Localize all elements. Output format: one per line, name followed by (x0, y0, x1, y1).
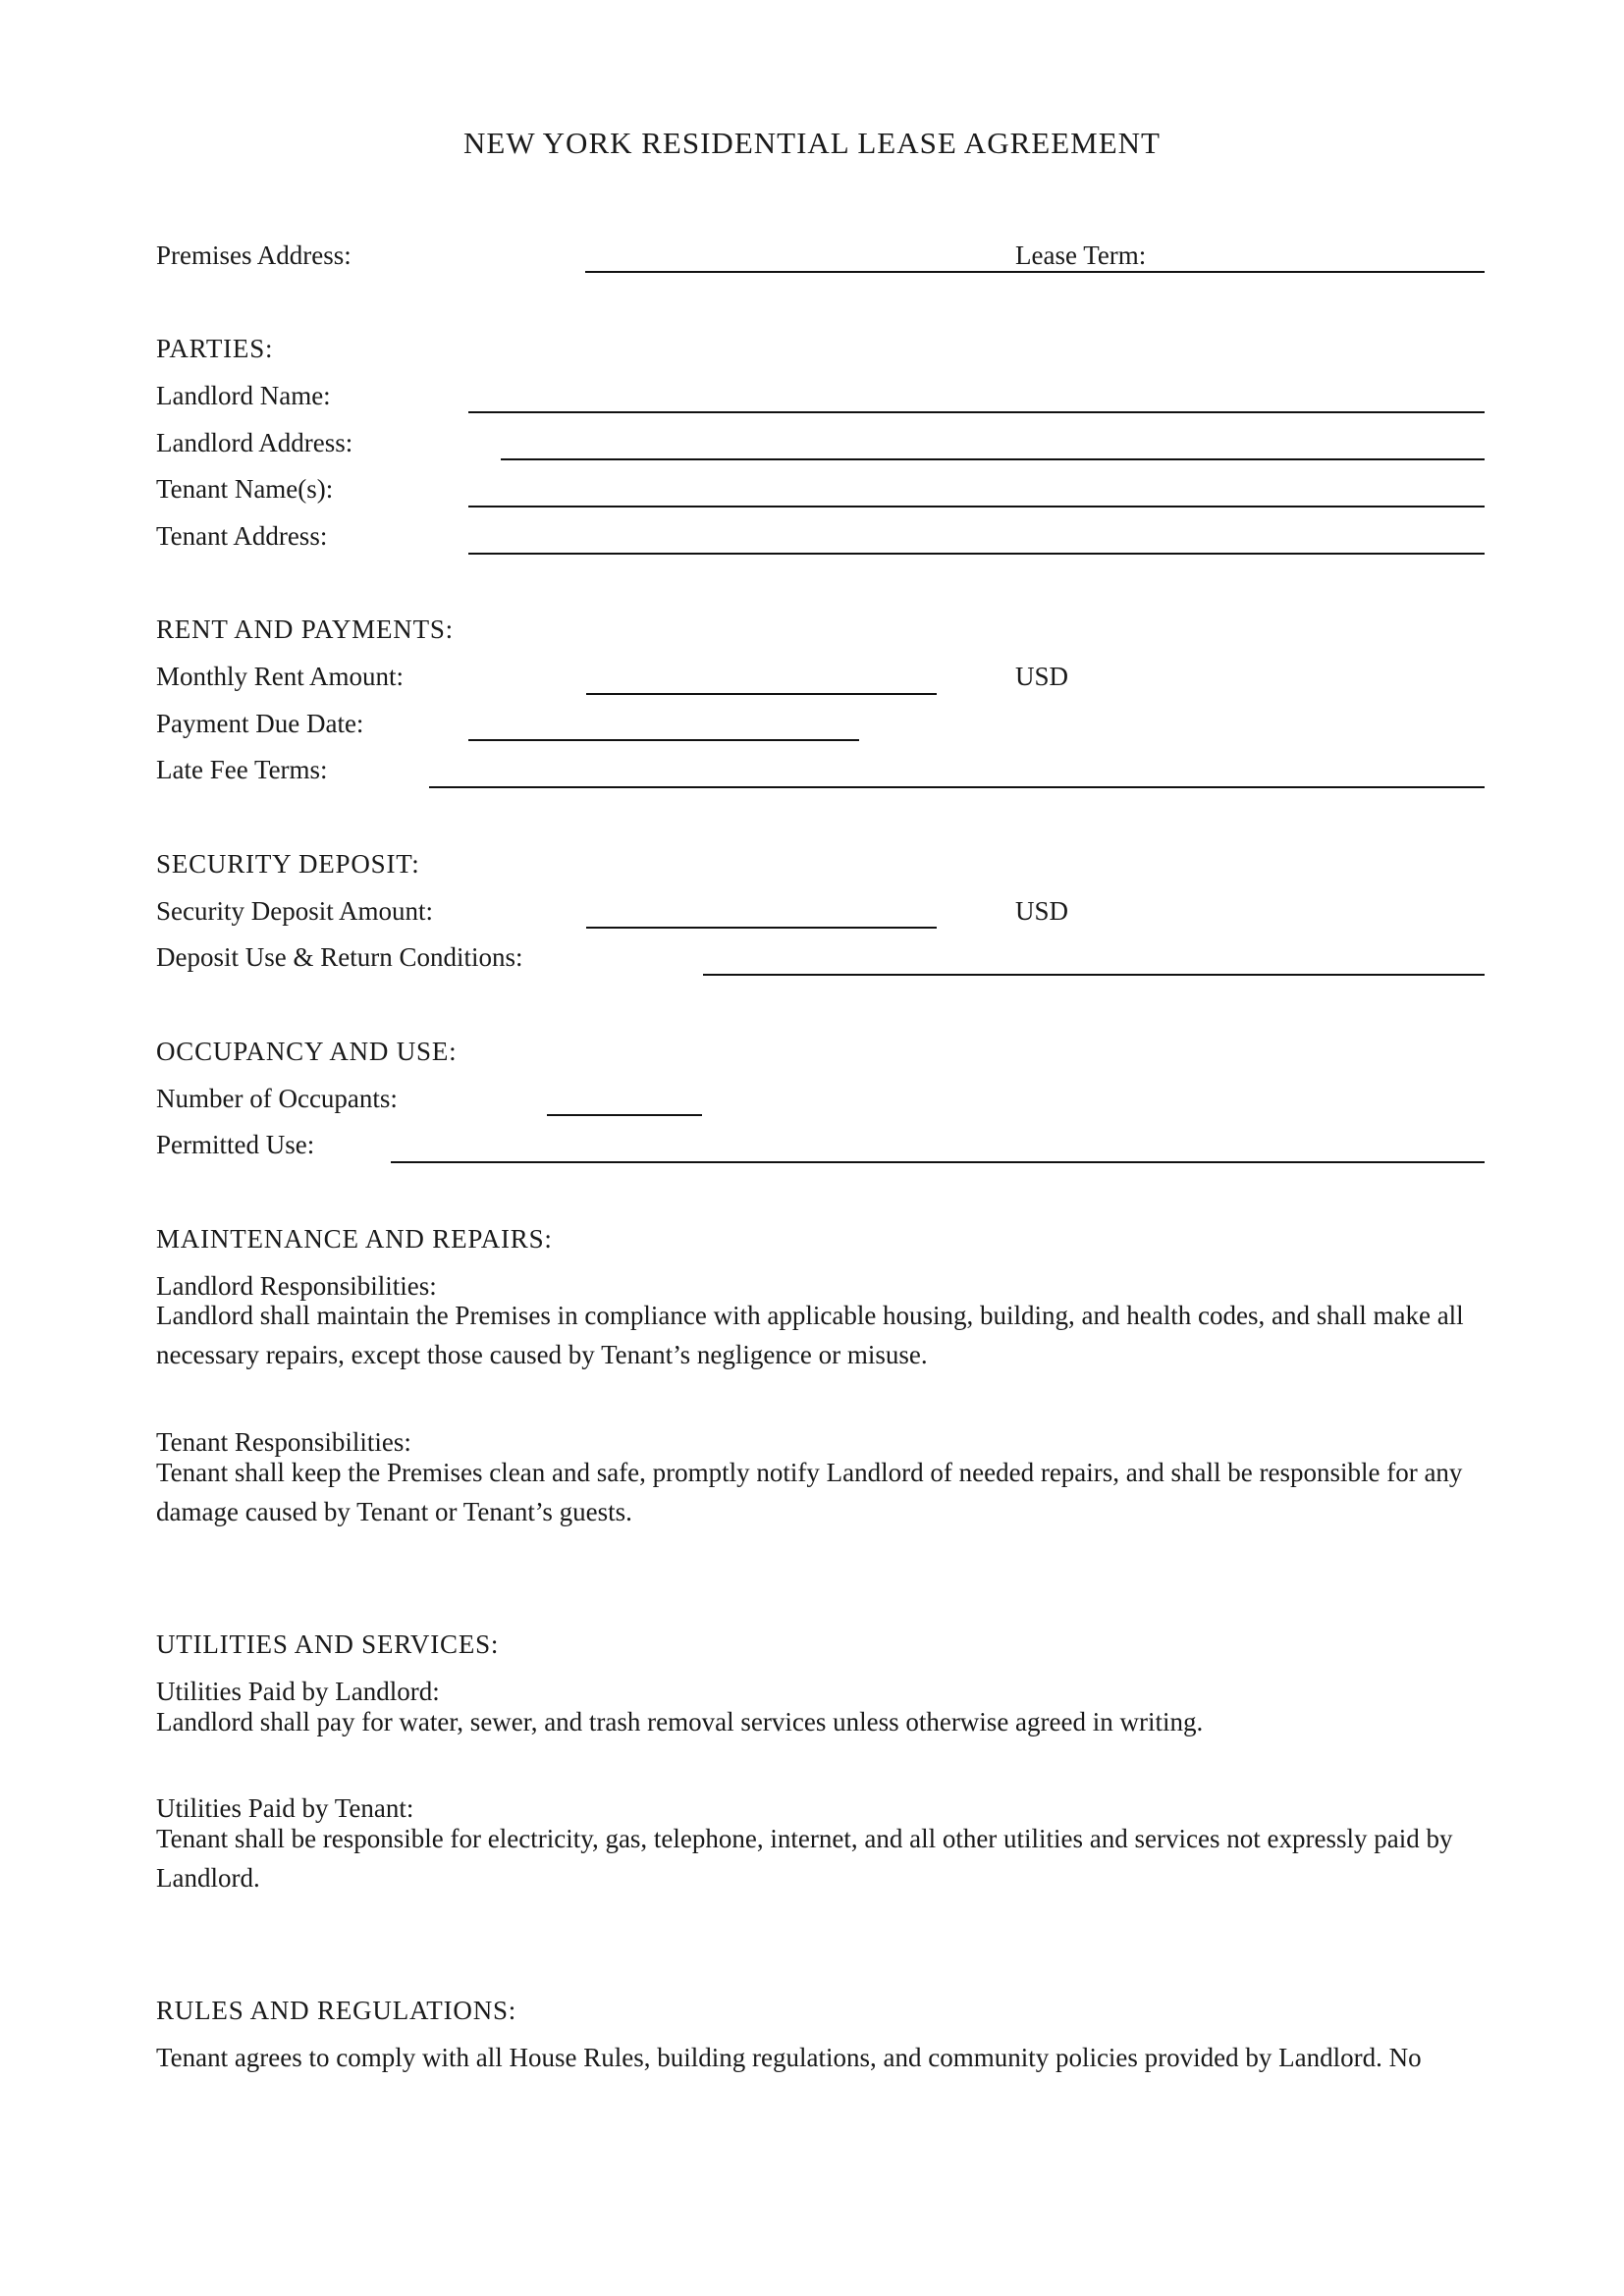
maintenance-heading: MAINTENANCE AND REPAIRS: (156, 1224, 553, 1254)
rent-heading: RENT AND PAYMENTS: (156, 614, 454, 644)
payment-due-date-field[interactable] (468, 739, 859, 741)
page-title: NEW YORK RESIDENTIAL LEASE AGREEMENT (463, 126, 1161, 160)
tenant-responsibilities-text: Tenant shall keep the Premises clean and safe, promptly notify Landlord of needed repairs, and shall be responsible for any damage caused by Tenant or Tenant’s guests. (156, 1458, 1463, 1526)
utilities-tenant-text: Tenant shall be responsible for electricity, gas, telephone, internet, and all other utilities and services not expressly paid by Landlord. (156, 1824, 1453, 1893)
tenant-address-label: Tenant Address: (156, 521, 328, 551)
deposit-amount-field[interactable] (586, 927, 937, 929)
utilities-tenant-heading: Utilities Paid by Tenant: (156, 1793, 414, 1823)
deposit-conditions-label: Deposit Use & Return Conditions: (156, 942, 523, 972)
deposit-amount-currency: USD (1015, 896, 1069, 926)
monthly-rent-currency: USD (1015, 662, 1069, 691)
late-fee-field[interactable] (429, 786, 1485, 788)
landlord-address-field[interactable] (501, 458, 1485, 460)
landlord-responsibilities-heading: Landlord Responsibilities: (156, 1271, 437, 1301)
rules-heading: RULES AND REGULATIONS: (156, 1996, 517, 2025)
tenant-address-field[interactable] (468, 553, 1485, 555)
occupants-field[interactable] (547, 1114, 702, 1116)
deposit-conditions-field[interactable] (703, 974, 1485, 976)
monthly-rent-field[interactable] (586, 693, 937, 695)
tenant-responsibilities-heading: Tenant Responsibilities: (156, 1427, 411, 1457)
occupants-label: Number of Occupants: (156, 1084, 398, 1113)
landlord-address-label: Landlord Address: (156, 428, 353, 457)
permitted-use-label: Permitted Use: (156, 1130, 315, 1159)
late-fee-label: Late Fee Terms: (156, 755, 328, 784)
utilities-heading: UTILITIES AND SERVICES: (156, 1629, 500, 1659)
utilities-landlord-heading: Utilities Paid by Landlord: (156, 1677, 440, 1706)
rules-text: Tenant agrees to comply with all House Rules, building regulations, and community policies provided by Landlord. No (156, 2043, 1422, 2072)
utilities-landlord-text: Landlord shall pay for water, sewer, and trash removal services unless otherwise agreed in writing. (156, 1707, 1204, 1736)
landlord-name-field[interactable] (468, 411, 1485, 413)
deposit-heading: SECURITY DEPOSIT: (156, 849, 420, 879)
permitted-use-field[interactable] (391, 1161, 1485, 1163)
parties-heading: PARTIES: (156, 334, 274, 363)
tenant-names-field[interactable] (468, 506, 1485, 507)
premises-address-field[interactable] (585, 271, 1485, 273)
monthly-rent-label: Monthly Rent Amount: (156, 662, 405, 691)
landlord-responsibilities-text: Landlord shall maintain the Premises in compliance with applicable housing, building, and health codes, and shall make all necessary repairs, except those caused by Tenant’s negligence or misuse. (156, 1301, 1464, 1369)
lease-term-label: Lease Term: (1015, 240, 1147, 270)
deposit-amount-label: Security Deposit Amount: (156, 896, 433, 926)
occupancy-heading: OCCUPANCY AND USE: (156, 1037, 458, 1066)
tenant-names-label: Tenant Name(s): (156, 474, 334, 504)
payment-due-date-label: Payment Due Date: (156, 709, 364, 738)
landlord-name-label: Landlord Name: (156, 381, 331, 410)
premises-address-label: Premises Address: (156, 240, 352, 270)
